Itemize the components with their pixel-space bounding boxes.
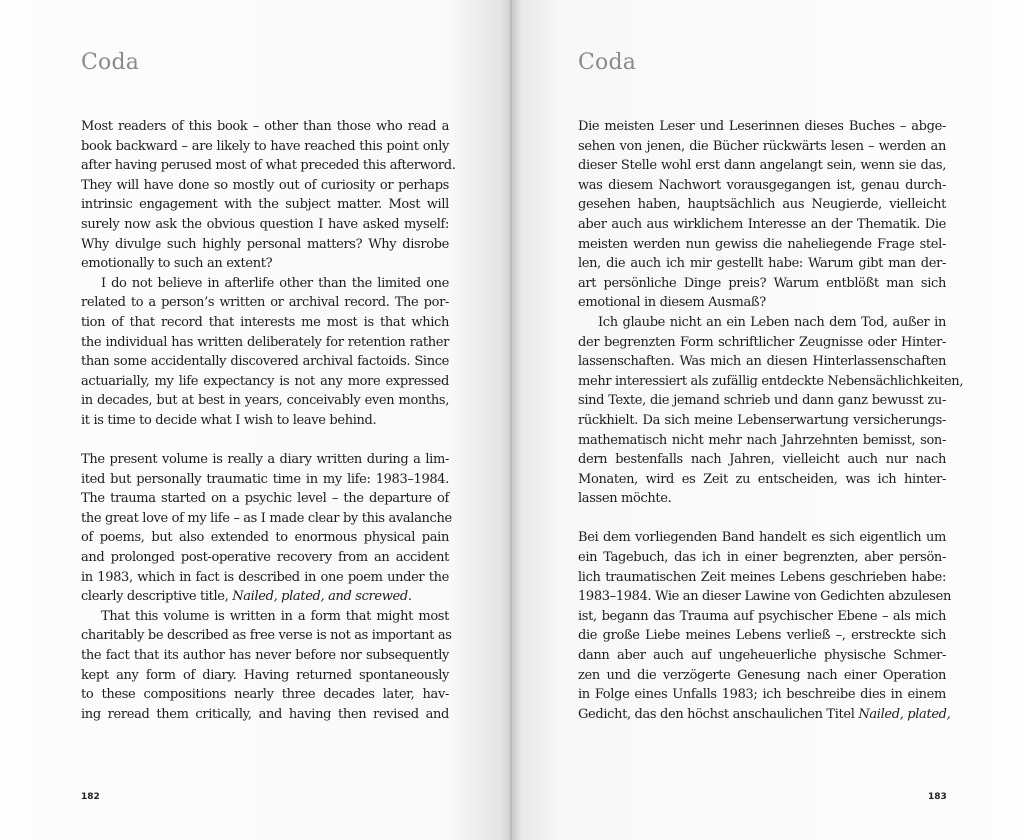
text-line: in decades, but at best in years, conceivably even months, [81, 393, 449, 409]
text-line: Gedicht, das den höchst anschaulichen Titel Nailed, plated, [578, 706, 951, 722]
text-line: charitably be described as free verse is not as important as [81, 628, 452, 644]
text-line: in 1983, which in fact is described in one poem under the [81, 569, 449, 585]
text-line: kept any form of diary. Having returned spontaneously [81, 667, 449, 683]
left-page [0, 0, 511, 840]
text-line: dieser Stelle wohl erst dann angelangt sein, wenn sie das, [578, 158, 946, 174]
text-line: art persönliche Dinge preis? Warum entblößt man sich [578, 275, 946, 291]
text-line: 1983–1984. Wie an dieser Lawine von Gedichten abzulesen [578, 589, 951, 605]
chapter-title: Coda [578, 50, 637, 75]
text-line: Bei dem vorliegenden Band handelt es sich eigentlich um [578, 530, 946, 546]
text-line: and prolonged post-operative recovery from an accident [81, 550, 449, 566]
text-line: dann aber auch auf ungeheuerliche physische Schmer- [578, 648, 946, 664]
text-line: rückhielt. Da sich meine Lebenserwartung versicherungs- [578, 412, 946, 428]
text-line: book backward – are likely to have reached this point only [81, 138, 449, 154]
text-line: tion of that record that interests me most is that which [81, 314, 449, 330]
text-line: related to a person’s written or archival record. The por- [81, 295, 449, 311]
text-line: They will have done so mostly out of curiosity or perhaps [81, 177, 449, 193]
text-line: the fact that its author has never before nor subsequently [81, 648, 449, 664]
page-number: 183 [928, 792, 947, 802]
right-page [512, 0, 1023, 840]
text-line: mathematisch nicht mehr nach Jahrzehnten bemisst, son- [578, 432, 946, 448]
text-line: lich traumatischen Zeit meines Lebens geschrieben habe: [578, 569, 946, 585]
body-text [578, 117, 964, 724]
text-line: emotionally to such an extent? [81, 256, 273, 272]
text-line: emotional in diesem Ausmaß? [578, 295, 766, 311]
poem-title: Nailed, plated, and screwed [232, 589, 408, 605]
text-line: clearly descriptive title, Nailed, plated, and screwed. [81, 589, 412, 605]
text-line: of poems, but also extended to enormous physical pain [81, 530, 449, 546]
text-line: the great love of my life – as I made clear by this avalanche [81, 510, 452, 526]
text-line: mehr interessiert als zufällig entdeckte Nebensächlichkeiten, [578, 373, 964, 389]
text-line: than some accidentally discovered archival factoids. Since [81, 354, 449, 370]
text-line: The present volume is really a diary written during a lim- [81, 452, 449, 468]
text-line: meisten werden nun gewiss die naheliegende Frage stel- [578, 236, 946, 252]
text-line: len, die auch ich mir gestellt habe: Warum gibt man der- [578, 256, 946, 272]
text-line: after having perused most of what preceded this afterword. [81, 158, 456, 174]
text-line: lassenschaften. Was mich an diesen Hinterlassenschaften [578, 354, 946, 370]
text-line: ited but personally traumatic time in my life: 1983–1984. [81, 471, 449, 487]
text-line: aber auch aus wirklichem Interesse an der Thematik. Die [578, 216, 946, 232]
text-line: ing reread them critically, and having then revised and [81, 706, 449, 722]
text-line: was diesem Nachwort vorausgegangen ist, genau durch- [578, 177, 946, 193]
text-line: The trauma started on a psychic level – the departure of [81, 491, 449, 507]
text-line: That this volume is written in a form that might most [101, 608, 449, 624]
text-line: to these compositions nearly three decades later, hav- [81, 687, 449, 703]
text-line: dern bestenfalls nach Jahren, vielleicht auch nur nach [578, 452, 946, 468]
paragraph-gap [578, 509, 946, 529]
paragraph-gap [81, 431, 449, 451]
text-line: zen und die verzögerte Genesung nach einer Operation [578, 667, 946, 683]
text-line: it is time to decide what I wish to leave behind. [81, 412, 377, 428]
text-line: ist, begann das Trauma auf psychischer Ebene – als mich [578, 608, 946, 624]
text-line: Most readers of this book – other than those who read a [81, 119, 449, 134]
chapter-title: Coda [81, 50, 140, 75]
text-line: the individual has written deliberately for retention rather [81, 334, 449, 350]
text-line: der begrenzten Form schriftlicher Zeugnisse oder Hinter- [578, 334, 946, 350]
text-line: actuarially, my life expectancy is not any more expressed [81, 373, 449, 389]
text-line: Monaten, wird es Zeit zu entscheiden, was ich hinter- [578, 471, 946, 487]
text-line: die große Liebe meines Lebens verließ –, erstreckte sich [578, 628, 946, 644]
text-line: surely now ask the obvious question I have asked myself: [81, 216, 449, 232]
text-line: I do not believe in afterlife other than the limited one [101, 275, 449, 291]
text-line: intrinsic engagement with the subject matter. Most will [81, 197, 449, 213]
text-line: Why divulge such highly personal matters? Why disrobe [81, 236, 449, 252]
text-line: ein Tagebuch, das ich in einer begrenzten, aber persön- [578, 550, 946, 566]
text-line: Ich glaube nicht an ein Leben nach dem Tod, außer in [598, 314, 946, 330]
text-line: sind Texte, die jemand schrieb und dann ganz bewusst zu- [578, 393, 946, 409]
poem-title: Nailed, plated, [858, 706, 951, 722]
text-line: in Folge eines Unfalls 1983; ich beschreibe dies in einem [578, 687, 946, 703]
text-line: lassen möchte. [578, 491, 672, 507]
page-number: 182 [81, 792, 100, 802]
body-text [81, 117, 456, 724]
text-line: sehen von jenen, die Bücher rückwärts lesen – werden an [578, 138, 946, 154]
text-line: Die meisten Leser und Leserinnen dieses Buches – abge- [578, 119, 946, 134]
text-line: gesehen haben, hauptsächlich aus Neugierde, vielleicht [578, 197, 946, 213]
